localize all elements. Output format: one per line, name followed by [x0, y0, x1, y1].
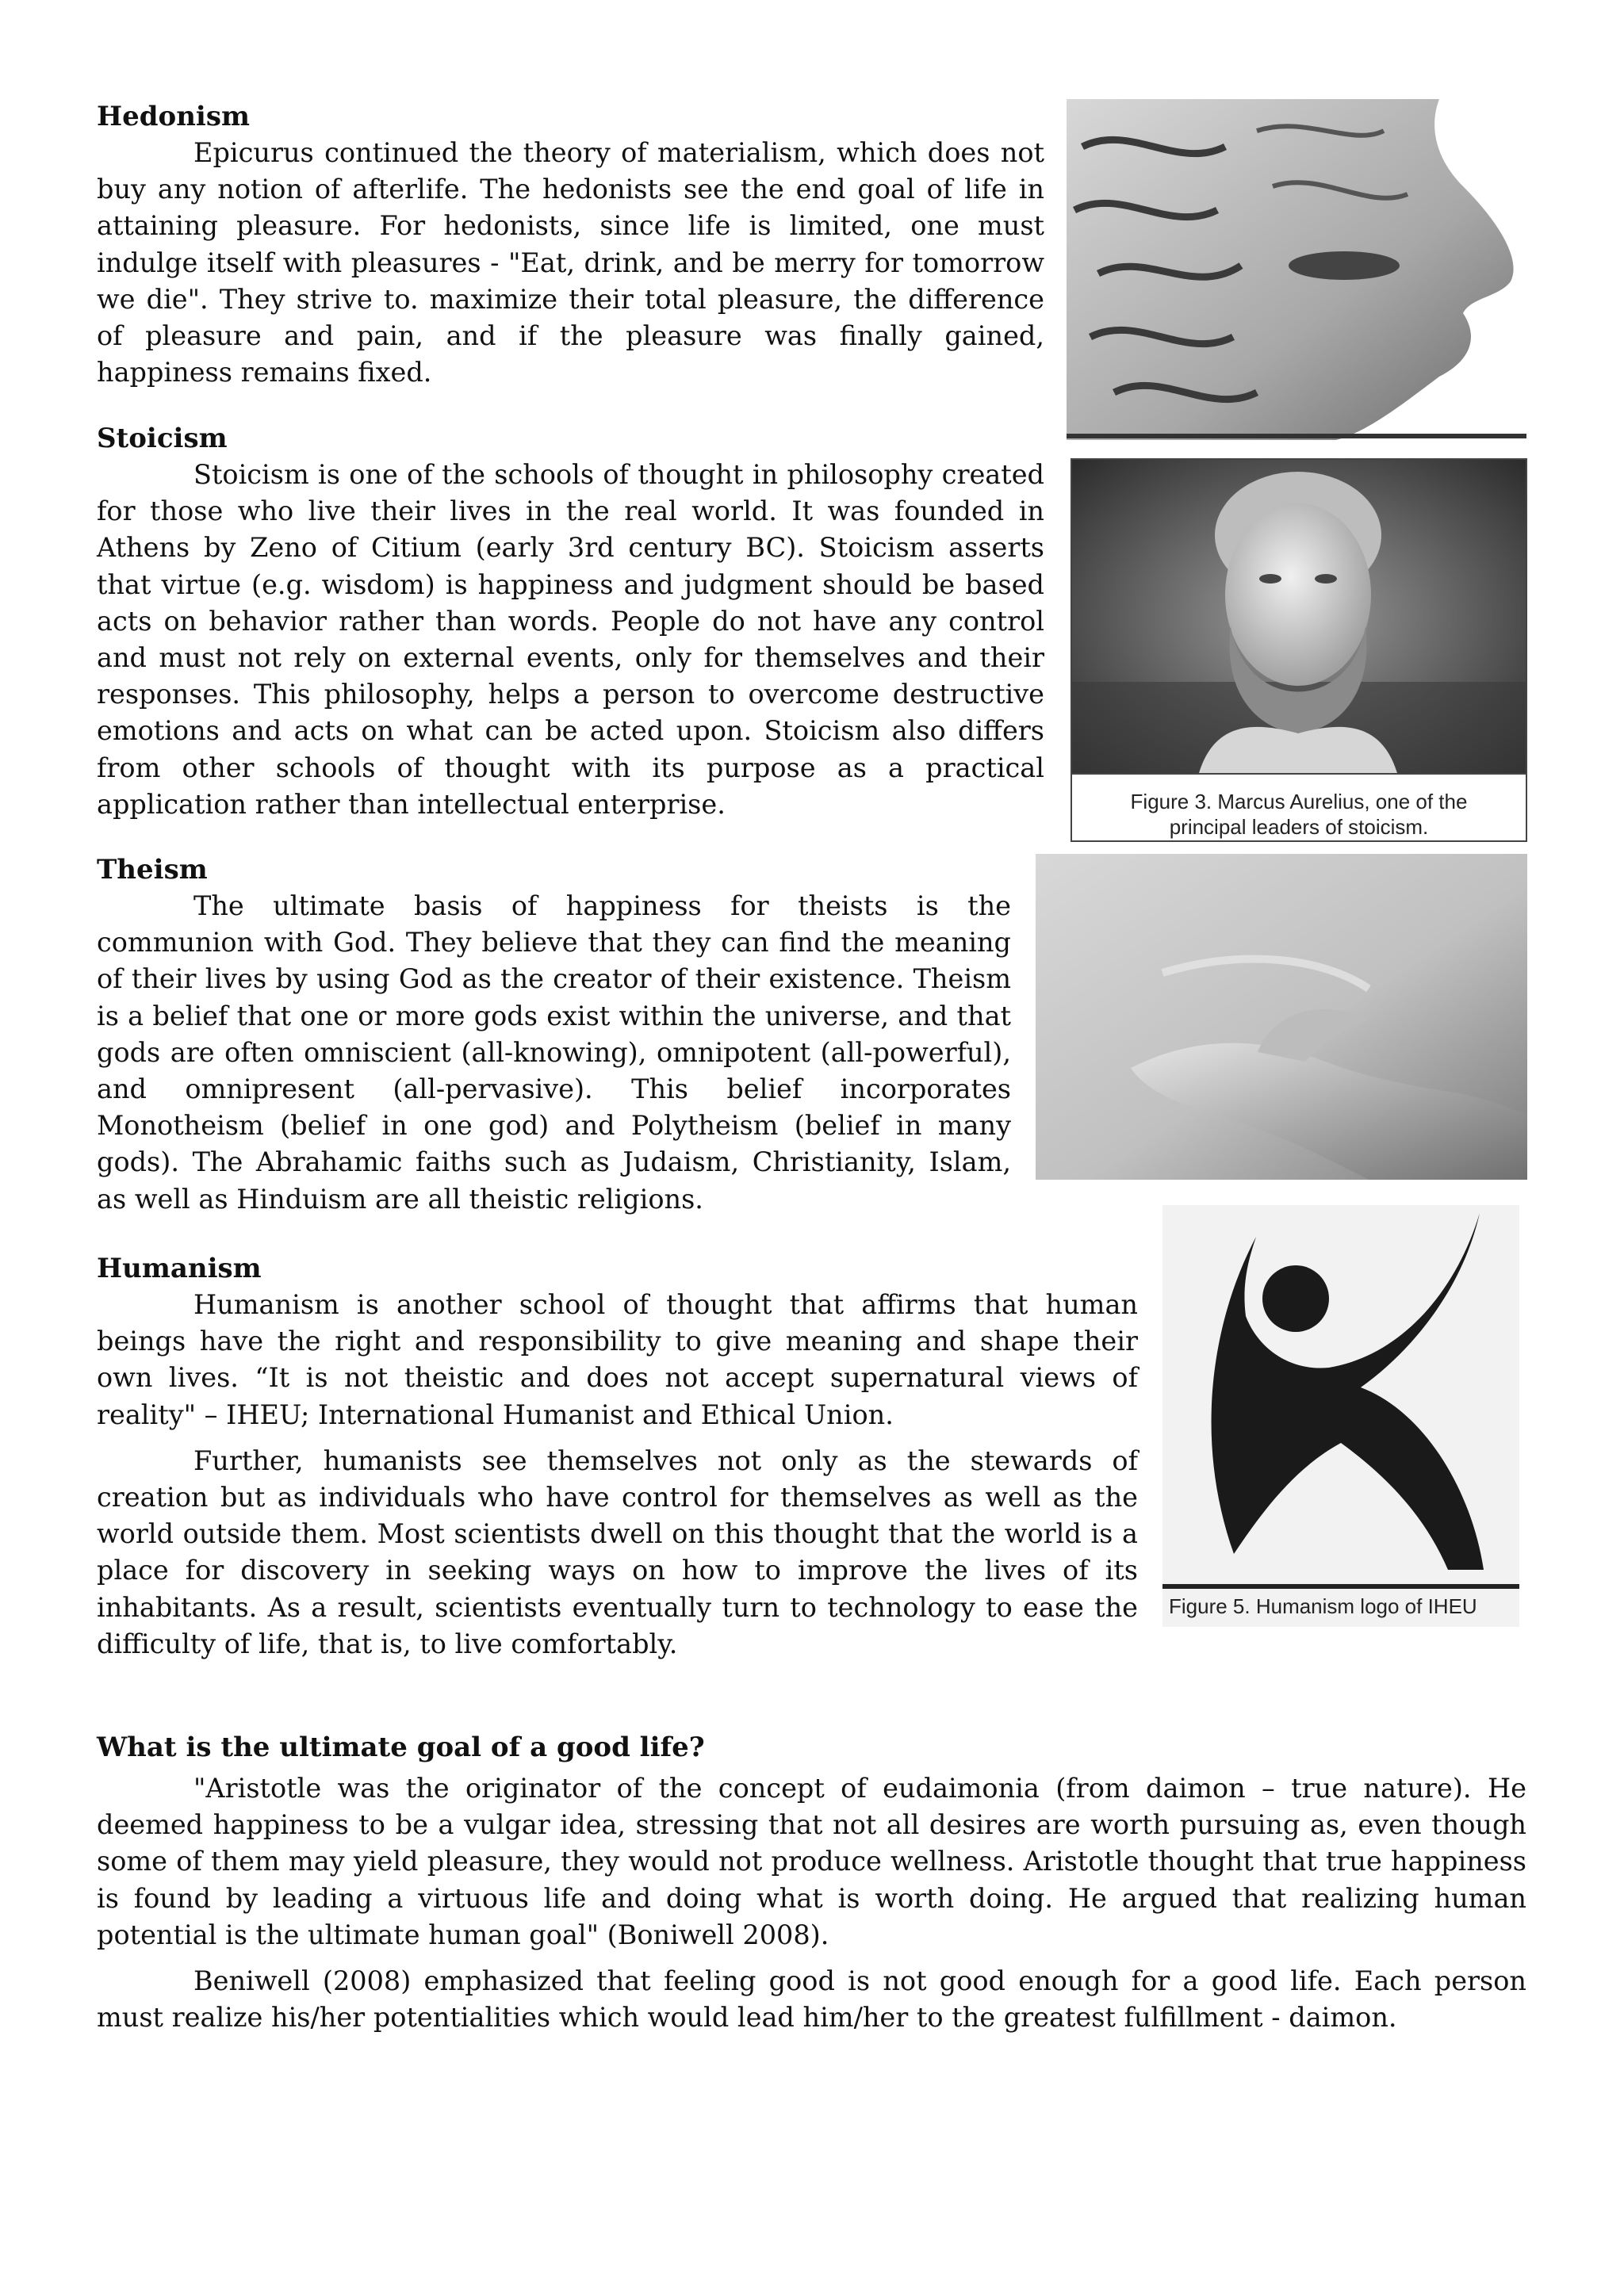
figure-epicurus-statue — [1067, 99, 1526, 440]
figure-5-humanism-logo — [1162, 1205, 1519, 1627]
figure-open-hand — [1036, 854, 1527, 1180]
section-stoicism — [97, 420, 1044, 823]
heading-stoicism: Stoicism — [97, 423, 228, 454]
heading-humanism: Humanism — [97, 1253, 262, 1284]
heading-theism: Theism — [97, 854, 208, 886]
paragraph-humanism-2: Further, humanists see themselves not only as the stewards of creation but as individuals who have control for themselves as well as the world outside them. Most scientists dwell on this thought that the world is a place for discovery in seeking ways on how to improve the lives of its inhabitants. As a result, scientists eventually turn to technology to ease the difficulty of life, that is, to live comfortably. — [97, 1445, 1138, 1659]
section-theism — [97, 851, 1011, 1218]
figure-5-caption: Figure 5. Humanism logo of IHEU — [1169, 1594, 1477, 1618]
paragraph-goal-2: Beniwell (2008) emphasized that feeling good is not good enough for a good life. Each person must realize his/her potentialities which would lead him/her to the greatest fulfillment - daimon. — [97, 1965, 1526, 2034]
paragraph-stoicism: Stoicism is one of the schools of thought in philosophy created for those who live their lives in the real world. It was founded in Athens by Zeno of Citium (early 3rd century BC). Stoicism asserts that virtue (e.g. wisdom) is happiness and judgment should be based acts on behavior rather than words. People do not have any control and must not rely on external events, only for themselves and their responses. This philosophy, helps a person to overcome destructive emotions and acts on what can be acted upon. Stoicism also differs from other schools of thought with its purpose as a practical application rather than intellectual enterprise. — [97, 459, 1044, 820]
paragraph-goal-1: "Aristotle was the originator of the concept of eudaimonia (from daimon – true nature). He deemed happiness to be a vulgar idea, stressing that not all desires are worth pursuing as, even though some of them may yield pleasure, they would not produce wellness. Aristotle thought that true happiness is found by leading a virtuous life and doing what is worth doing. He argued that realizing human potential is the ultimate human goal" (Boniwell 2008). — [97, 1773, 1526, 1950]
logo-head-icon — [1262, 1265, 1329, 1332]
section-humanism — [97, 1250, 1138, 1663]
open-hand-image — [1036, 854, 1527, 1180]
figure-3-caption: Figure 3. Marcus Aurelius, one of the principal leaders of stoicism. — [1072, 773, 1526, 840]
paragraph-theism: The ultimate basis of happiness for theists is the communion with God. They believe that they can find the meaning of their lives by using God as the creator of their existence. Theism is a belief that one or more gods exist within the universe, and that gods are often omniscient (all-knowing), omnipotent (all-powerful), and omnipresent (all-pervasive). This belief incorporates Monotheism (belief in one god) and Polytheism (belief in many gods). The Abrahamic faiths such as Judaism, Christianity, Islam, as well as Hinduism are all theistic religions. — [97, 890, 1011, 1215]
figure-3-marcus-aurelius — [1071, 458, 1527, 842]
marcus-aurelius-bust-image — [1072, 460, 1526, 773]
heading-goal: What is the ultimate goal of a good life? — [97, 1732, 705, 1763]
heading-hedonism: Hedonism — [97, 101, 250, 132]
section-goal — [97, 1729, 1526, 2036]
happy-human-logo — [1162, 1205, 1519, 1584]
statue-profile-image — [1067, 99, 1526, 440]
section-hedonism — [97, 98, 1044, 391]
paragraph-hedonism: Epicurus continued the theory of materialism, which does not buy any notion of afterlife. The hedonists see the end goal of life in attaining pleasure. For hedonists, since life is limited, one must indulge itself with pleasures - "Eat, drink, and be merry for tomorrow we die". They strive to. maximize their total pleasure, the difference of pleasure and pain, and if the pleasure was finally gained, happiness remains fixed. — [97, 137, 1044, 388]
paragraph-humanism-1: Humanism is another school of thought that affirms that human beings have the right and responsibility to give meaning and shape their own lives. “It is not theistic and does not accept supernatural views of reality" – IHEU; International Humanist and Ethical Union. — [97, 1289, 1138, 1430]
